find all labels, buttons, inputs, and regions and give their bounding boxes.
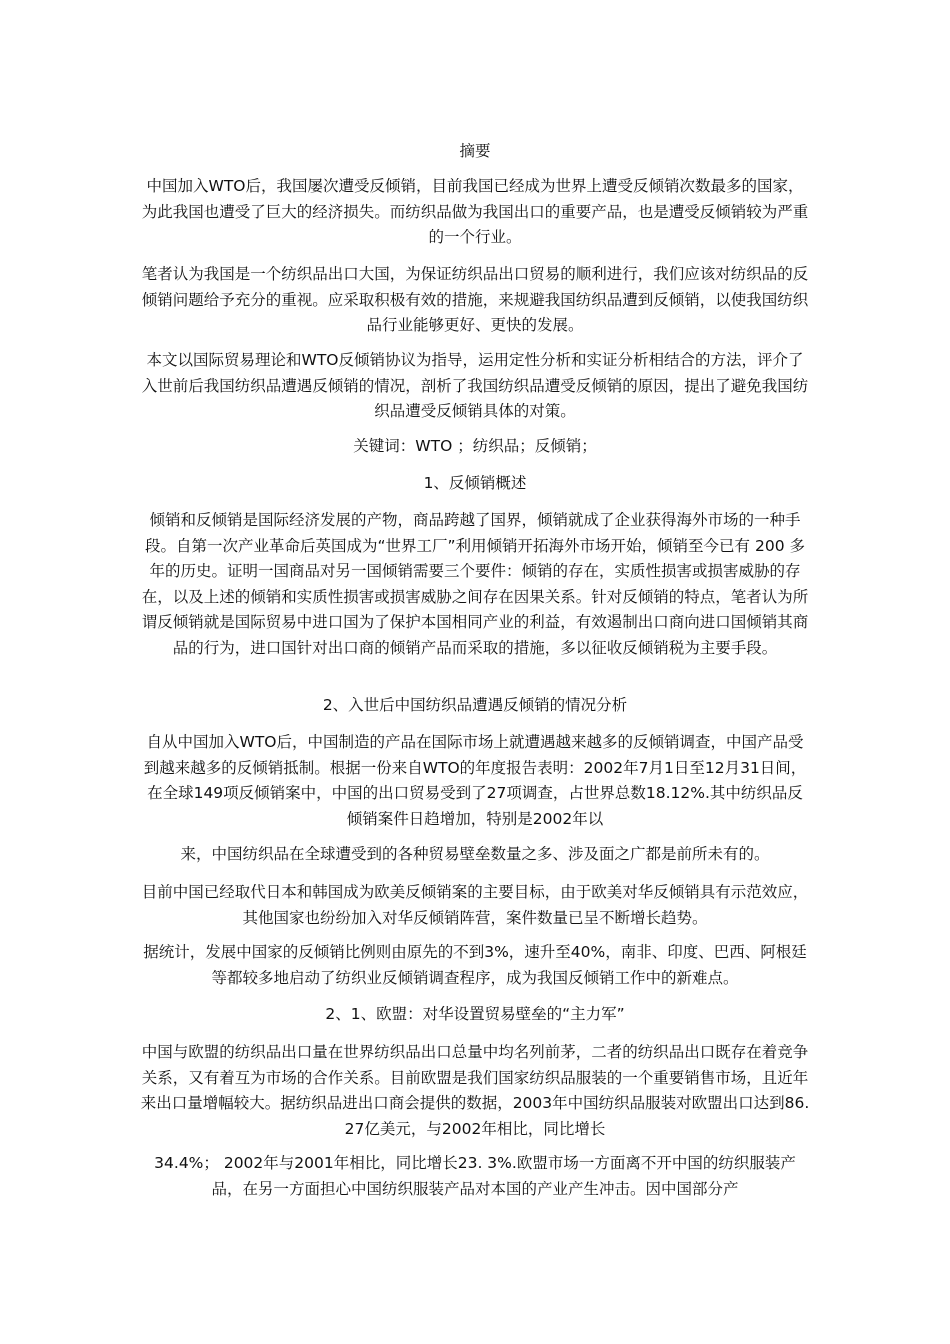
keywords: 关键词：WTO ；纺织品；反倾销； — [353, 437, 597, 455]
section-2-paragraph-1-continued: 来，中国纺织品在全球遭受到的各种贸易壁垒数量之多、涉及面之广都是前所未有的。 — [180, 845, 770, 863]
abstract-title: 摘要 — [459, 142, 491, 160]
section-2-1-paragraph-continued: 34.4%； 2002年与2001年相比，同比增长23. 3%.欧盟市场一方面离不开中国的纺织服装产品，在另一方面担心中国纺织服装产品对本国的产业产生冲击。因中国部分产 — [154, 1154, 796, 1198]
section-2-title: 2、入世后中国纺织品遭遇反倾销的情况分析 — [322, 696, 628, 714]
section-2-paragraph-3: 据统计，发展中国家的反倾销比例则由原先的不到3%，速升至40%，南非、印度、巴西、阿根廷等都较多地启动了纺织业反倾销调查程序，成为我国反倾销工作中的新难点。 — [143, 943, 807, 987]
section-2-paragraph-1: 自从中国加入WTO后，中国制造的产品在国际市场上就遭遇越来越多的反倾销调查，中国产品受到越来越多的反倾销抵制。根据一份来自WTO的年度报告表明：2002年7月1日至12月31日间，在全球149项反倾销案中，中国的出口贸易受到了27项调查，占世界总数18.12%.其中纺织品反倾销案件日趋增加，特别是2002年以 — [143, 733, 807, 828]
abstract-paragraph-3: 本文以国际贸易理论和WTO反倾销协议为指导，运用定性分析和实证分析相结合的方法，评介了入世前后我国纺织品遭遇反倾销的情况，剖析了我国纺织品遭受反倾销的原因，提出了避免我国纺织品遭受反倾销具体的对策。 — [141, 351, 809, 420]
section-2-paragraph-2: 目前中国已经取代日本和韩国成为欧美反倾销案的主要目标，由于欧美对华反倾销具有示范效应，其他国家也纷纷加入对华反倾销阵营，案件数量已呈不断增长趋势。 — [141, 883, 809, 927]
section-1-paragraph: 倾销和反倾销是国际经济发展的产物，商品跨越了国界，倾销就成了企业获得海外市场的一种手段。自第一次产业革命后英国成为“世界工厂”利用倾销开拓海外市场开始，倾销至今已有 200 多年的历史。证明一国商品对另一国倾销需要三个要件：倾销的存在，实质性损害或损害威胁的存在，以及上述的倾销和实质性损害或损害威胁之间存在因果关系。针对反倾销的特点，笔者认为所谓反倾销就是国际贸易中进口国为了保护本国相同产业的利益，有效遏制出口商向进口国倾销其商品的行为，进口国针对出口商的倾销产品而采取的措施，多以征收反倾销税为主要手段。 — [141, 511, 809, 657]
section-2-1-paragraph: 中国与欧盟的纺织品出口量在世界纺织品出口总量中均名列前茅，二者的纺织品出口既存在着竞争关系，又有着互为市场的合作关系。目前欧盟是我们国家纺织品服装的一个重要销售市场，且近年来出口量增幅较大。据纺织品进出口商会提供的数据，2003年中国纺织品服装对欧盟出口达到86. 27亿美元，与2002年相比，同比增长 — [140, 1043, 810, 1138]
abstract-paragraph-1: 中国加入WTO后，我国屡次遭受反倾销，目前我国已经成为世界上遭受反倾销次数最多的国家，为此我国也遭受了巨大的经济损失。而纺织品做为我国出口的重要产品，也是遭受反倾销较为严重的一个行业。 — [141, 177, 809, 246]
abstract-paragraph-2: 笔者认为我国是一个纺织品出口大国，为保证纺织品出口贸易的顺利进行，我们应该对纺织品的反倾销问题给予充分的重视。应采取积极有效的措施，来规避我国纺织品遭到反倾销，以使我国纺织品行业能够更好、更快的发展。 — [141, 265, 809, 334]
section-2-1-title: 2、1、欧盟：对华设置贸易壁垒的“主力军” — [325, 1005, 625, 1023]
section-1-title: 1、反倾销概述 — [423, 474, 527, 492]
